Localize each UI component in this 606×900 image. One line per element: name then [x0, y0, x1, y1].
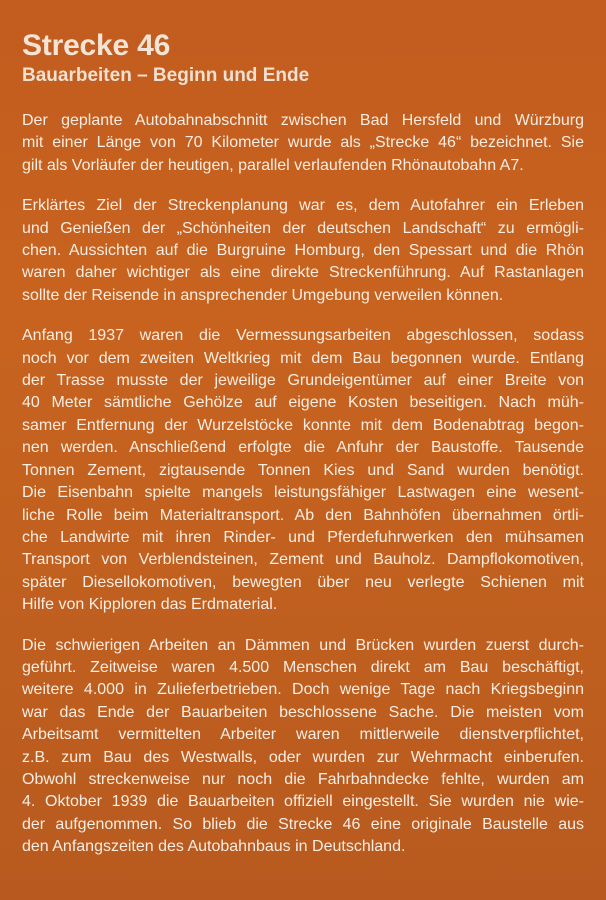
- text-line: sollte der Reisende in ansprechender Umgebung verweilen können.: [22, 286, 504, 304]
- paragraph-construction: [22, 325, 584, 616]
- text-line: Tonnen Zement, zigtausende Tonnen Kies und Sand wurden benötigt.: [22, 461, 584, 479]
- text-line: noch vor dem zweiten Weltkrieg mit dem Bau begonnen wurde. Entlang: [22, 349, 584, 367]
- text-line: Obwohl streckenweise nur noch die Fahrbahndecke fehlte, wurden am: [22, 770, 584, 788]
- text-line: mit einer Länge von 70 Kilometer wurde als „Strecke 46“ bezeichnet. Sie: [22, 134, 584, 152]
- text-line: chen. Aussichten auf die Burgruine Homburg, den Spessart und die Rhön: [22, 242, 584, 260]
- text-line: war das Ende der Bauarbeiten beschlossene Sache. Die meisten vom: [22, 703, 584, 721]
- text-line: Erklärtes Ziel der Streckenplanung war es, dem Autofahrer ein Erleben: [22, 197, 584, 215]
- text-line: 4. Oktober 1939 die Bauarbeiten offiziell eingestellt. Sie wurden nie wie-: [22, 793, 584, 811]
- text-line: liche Rolle beim Materialtransport. Ab den Bahnhöfen übernahmen örtli-: [22, 506, 584, 524]
- text-line: der aufgenommen. So blieb die Strecke 46 eine originale Baustelle aus: [22, 815, 584, 833]
- text-line: weitere 4.000 in Zulieferbetrieben. Doch wenige Tage nach Kriegsbeginn: [22, 681, 584, 699]
- text-line: Anfang 1937 waren die Vermessungsarbeiten abgeschlossen, sodass: [22, 327, 584, 345]
- text-line: und Genießen der „Schönheiten der deutschen Landschaft“ zu ermögli-: [22, 219, 584, 237]
- sign-title: Strecke 46: [22, 29, 171, 62]
- text-line: Der geplante Autobahnabschnitt zwischen Bad Hersfeld und Würzburg: [22, 112, 584, 129]
- text-line: che Landwirte mit ihren Rinder- und Pferdefuhrwerken den mühsamen: [22, 528, 584, 546]
- text-line: nen werden. Anschließend erfolgte die Anfuhr der Baustoffe. Tausende: [22, 439, 584, 457]
- text-line: samer Entfernung der Wurzelstöcke konnte mit dem Bodenabtrag begon-: [22, 416, 584, 434]
- text-line: gilt als Vorläufer der heutigen, parallel verlaufenden Rhönautobahn A7.: [22, 156, 524, 174]
- text-line: Die schwierigen Arbeiten an Dämmen und Brücken wurden zuerst durch-: [22, 636, 584, 654]
- text-line: 40 Meter sämtliche Gehölze auf eigene Kosten beseitigen. Nach müh-: [22, 394, 584, 412]
- paragraph-goal: [22, 195, 584, 307]
- sign-subtitle: Bauarbeiten – Beginn und Ende: [22, 65, 310, 86]
- text-line: Transport von Verblendsteinen, Zement und Bauholz. Dampflokomotiven,: [22, 551, 584, 569]
- text-line: Die Eisenbahn spielte mangels leistungsfähiger Lastwagen eine wesent-: [22, 484, 584, 502]
- text-line: geführt. Zeitweise waren 4.500 Menschen direkt am Bau beschäftigt,: [22, 658, 584, 676]
- text-line: Arbeitsamt vermittelten Arbeiter waren mittlerweile dienstverpflichtet,: [22, 726, 584, 744]
- paragraph-end: [22, 635, 584, 859]
- text-line: Hilfe von Kipploren das Erdmaterial.: [22, 596, 278, 614]
- text-line: z.B. zum Bau des Westwalls, oder wurden zur Wehrmacht einberufen.: [22, 748, 584, 766]
- text-line: der Trasse musste der jeweilige Grundeigentümer auf einer Breite von: [22, 372, 584, 390]
- text-line: später Diesellokomotiven, bewegten über neu verlegte Schienen mit: [22, 573, 584, 591]
- paragraph-intro: [22, 110, 584, 177]
- text-line: den Anfangszeiten des Autobahnbaus in Deutschland.: [22, 838, 406, 856]
- text-line: waren daher wichtiger als eine direkte Streckenführung. Auf Rastanlagen: [22, 264, 584, 282]
